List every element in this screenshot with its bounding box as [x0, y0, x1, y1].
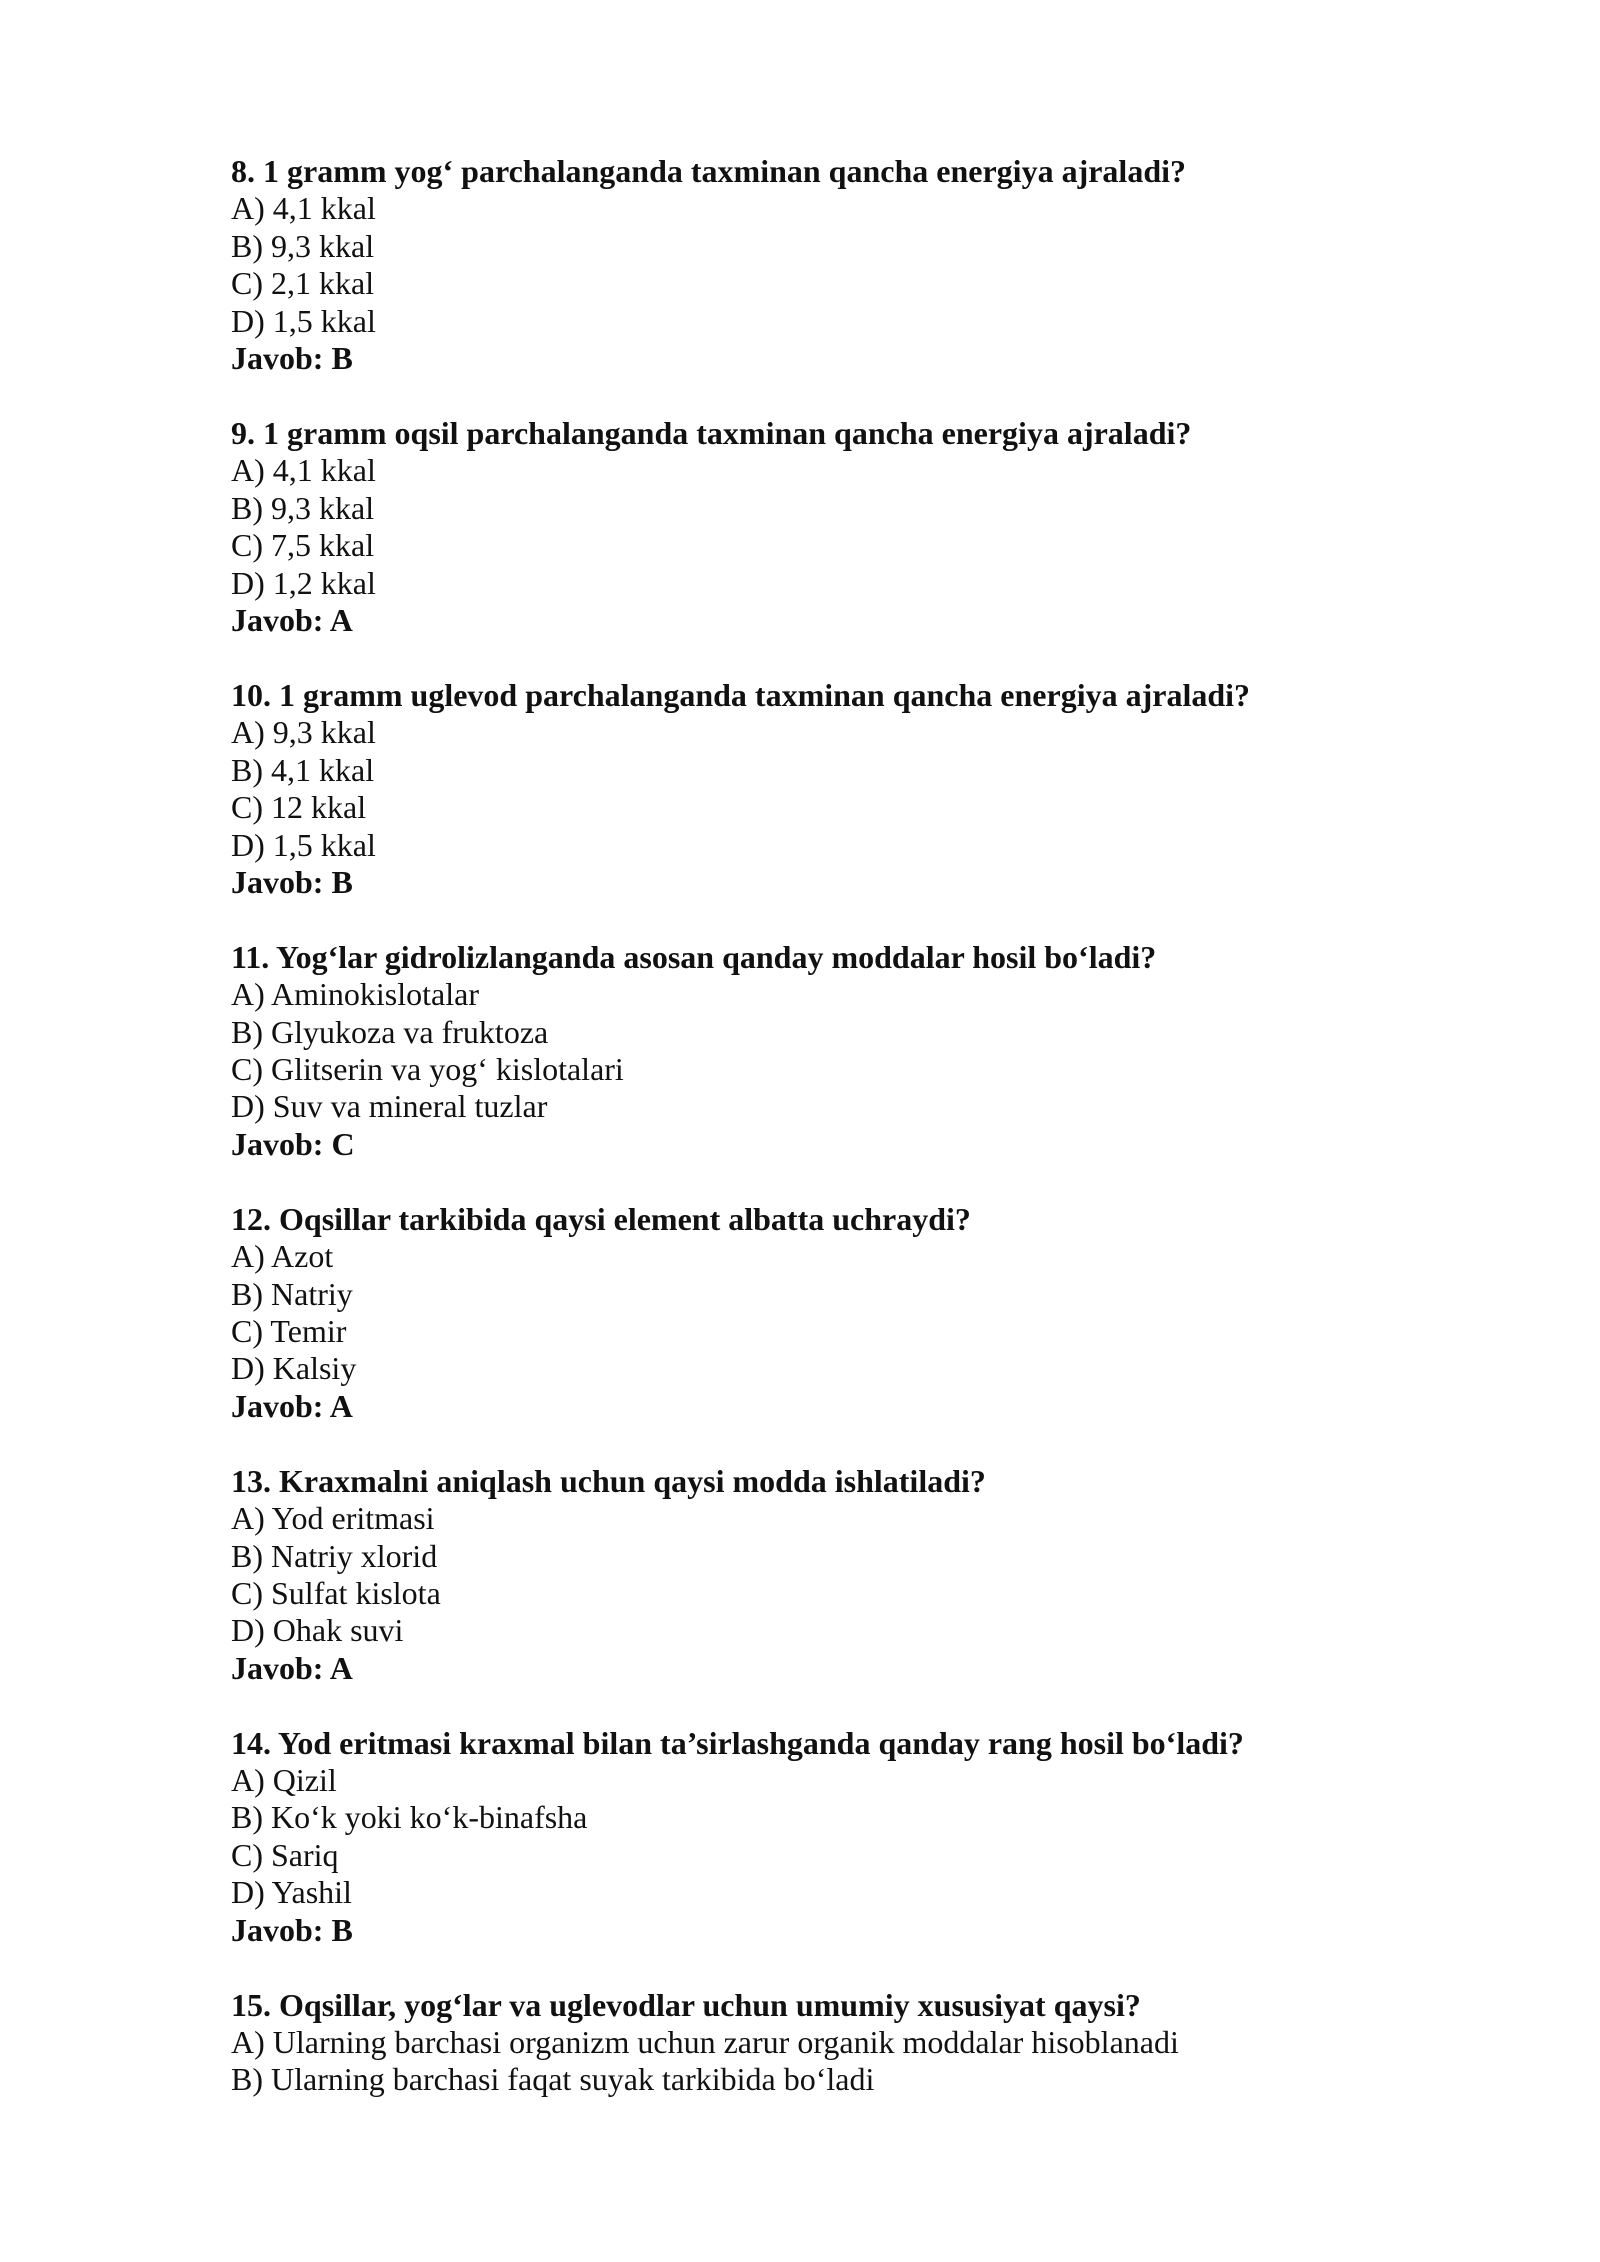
- option-c: C) 12 kkal: [231, 789, 367, 826]
- option-a: A) Qizil: [231, 1762, 337, 1799]
- question-9: [231, 415, 1381, 639]
- option-c: C) Temir: [231, 1312, 347, 1349]
- question-title: [231, 1463, 1381, 1500]
- question-number: 15.: [231, 1986, 271, 2023]
- option-a: A) 4,1 kkal: [231, 452, 376, 489]
- answer-line: Javob: C: [231, 1125, 355, 1162]
- question-text: 1 gramm yog‘ parchalanganda taxminan qancha energiya ajraladi?: [263, 153, 1186, 189]
- option-b: B) Natriy: [231, 1275, 353, 1312]
- question-10: [231, 677, 1381, 901]
- question-text: Kraxmalni aniqlash uchun qaysi modda ishlatiladi?: [279, 1462, 986, 1499]
- answer-line: Javob: A: [231, 601, 353, 638]
- question-title: [231, 677, 1381, 714]
- question-15: [231, 1987, 1381, 2099]
- option-d: D) Suv va mineral tuzlar: [231, 1088, 548, 1125]
- answer-line: Javob: B: [231, 1911, 353, 1948]
- question-number: 8.: [231, 153, 255, 189]
- option-a: A) 4,1 kkal: [231, 190, 376, 227]
- question-8: [231, 153, 1381, 377]
- option-d: D) Kalsiy: [231, 1350, 357, 1387]
- option-a: A) 9,3 kkal: [231, 714, 376, 751]
- option-d: D) 1,5 kkal: [231, 302, 376, 339]
- question-list: [231, 153, 1381, 2136]
- question-text: Oqsillar tarkibida qaysi element albatta uchraydi?: [279, 1200, 971, 1237]
- question-number: 10.: [231, 676, 271, 713]
- option-a: A) Yod eritmasi: [231, 1500, 435, 1537]
- question-12: [231, 1201, 1381, 1425]
- question-title: [231, 1201, 1381, 1238]
- option-c: C) 7,5 kkal: [231, 527, 375, 564]
- question-number: 11.: [231, 938, 270, 975]
- question-title: [231, 1987, 1381, 2024]
- option-b: B) Natriy xlorid: [231, 1537, 438, 1574]
- option-b: B) Glyukoza va fruktoza: [231, 1013, 549, 1050]
- option-b: B) Ularning barchasi faqat suyak tarkibida bo‘ladi: [231, 2061, 875, 2098]
- option-b: B) Ko‘k yoki ko‘k-binafsha: [231, 1799, 588, 1836]
- option-a: A) Ularning barchasi organizm uchun zarur organik moddalar hisoblanadi: [231, 2023, 1179, 2060]
- option-c: C) Glitserin va yog‘ kislotalari: [231, 1051, 624, 1088]
- question-title: [231, 1725, 1381, 1762]
- option-c: C) Sariq: [231, 1836, 339, 1873]
- question-text: Yog‘lar gidrolizlanganda asosan qanday moddalar hosil bo‘ladi?: [276, 938, 1157, 975]
- answer-line: Javob: A: [231, 1649, 353, 1686]
- question-text: Yod eritmasi kraxmal bilan ta’sirlashganda qanday rang hosil bo‘ladi?: [277, 1724, 1244, 1761]
- question-14: [231, 1725, 1381, 1949]
- option-b: B) 4,1 kkal: [231, 751, 375, 788]
- option-c: C) 2,1 kkal: [231, 265, 375, 302]
- question-number: 12.: [231, 1200, 271, 1237]
- option-b: B) 9,3 kkal: [231, 489, 375, 526]
- question-text: Oqsillar, yog‘lar va uglevodlar uchun umumiy xususiyat qaysi?: [279, 1986, 1141, 2023]
- question-number: 13.: [231, 1462, 271, 1499]
- option-a: A) Azot: [231, 1238, 334, 1275]
- option-d: D) Yashil: [231, 1874, 352, 1911]
- answer-line: Javob: B: [231, 340, 353, 377]
- question-title: [231, 415, 1381, 452]
- question-title: [231, 153, 1381, 190]
- question-number: 9.: [231, 414, 255, 451]
- option-c: C) Sulfat kislota: [231, 1574, 441, 1611]
- option-d: D) 1,5 kkal: [231, 826, 376, 863]
- question-text: 1 gramm oqsil parchalanganda taxminan qancha energiya ajraladi?: [263, 414, 1192, 451]
- option-d: D) 1,2 kkal: [231, 564, 376, 601]
- answer-line: Javob: B: [231, 863, 353, 900]
- question-13: [231, 1463, 1381, 1687]
- option-a: A) Aminokislotalar: [231, 976, 479, 1013]
- question-number: 14.: [231, 1724, 271, 1761]
- question-title: [231, 939, 1381, 976]
- option-b: B) 9,3 kkal: [231, 227, 375, 264]
- answer-line: Javob: A: [231, 1387, 353, 1424]
- question-text: 1 gramm uglevod parchalanganda taxminan qancha energiya ajraladi?: [279, 676, 1251, 713]
- question-11: [231, 939, 1381, 1163]
- option-d: D) Ohak suvi: [231, 1612, 404, 1649]
